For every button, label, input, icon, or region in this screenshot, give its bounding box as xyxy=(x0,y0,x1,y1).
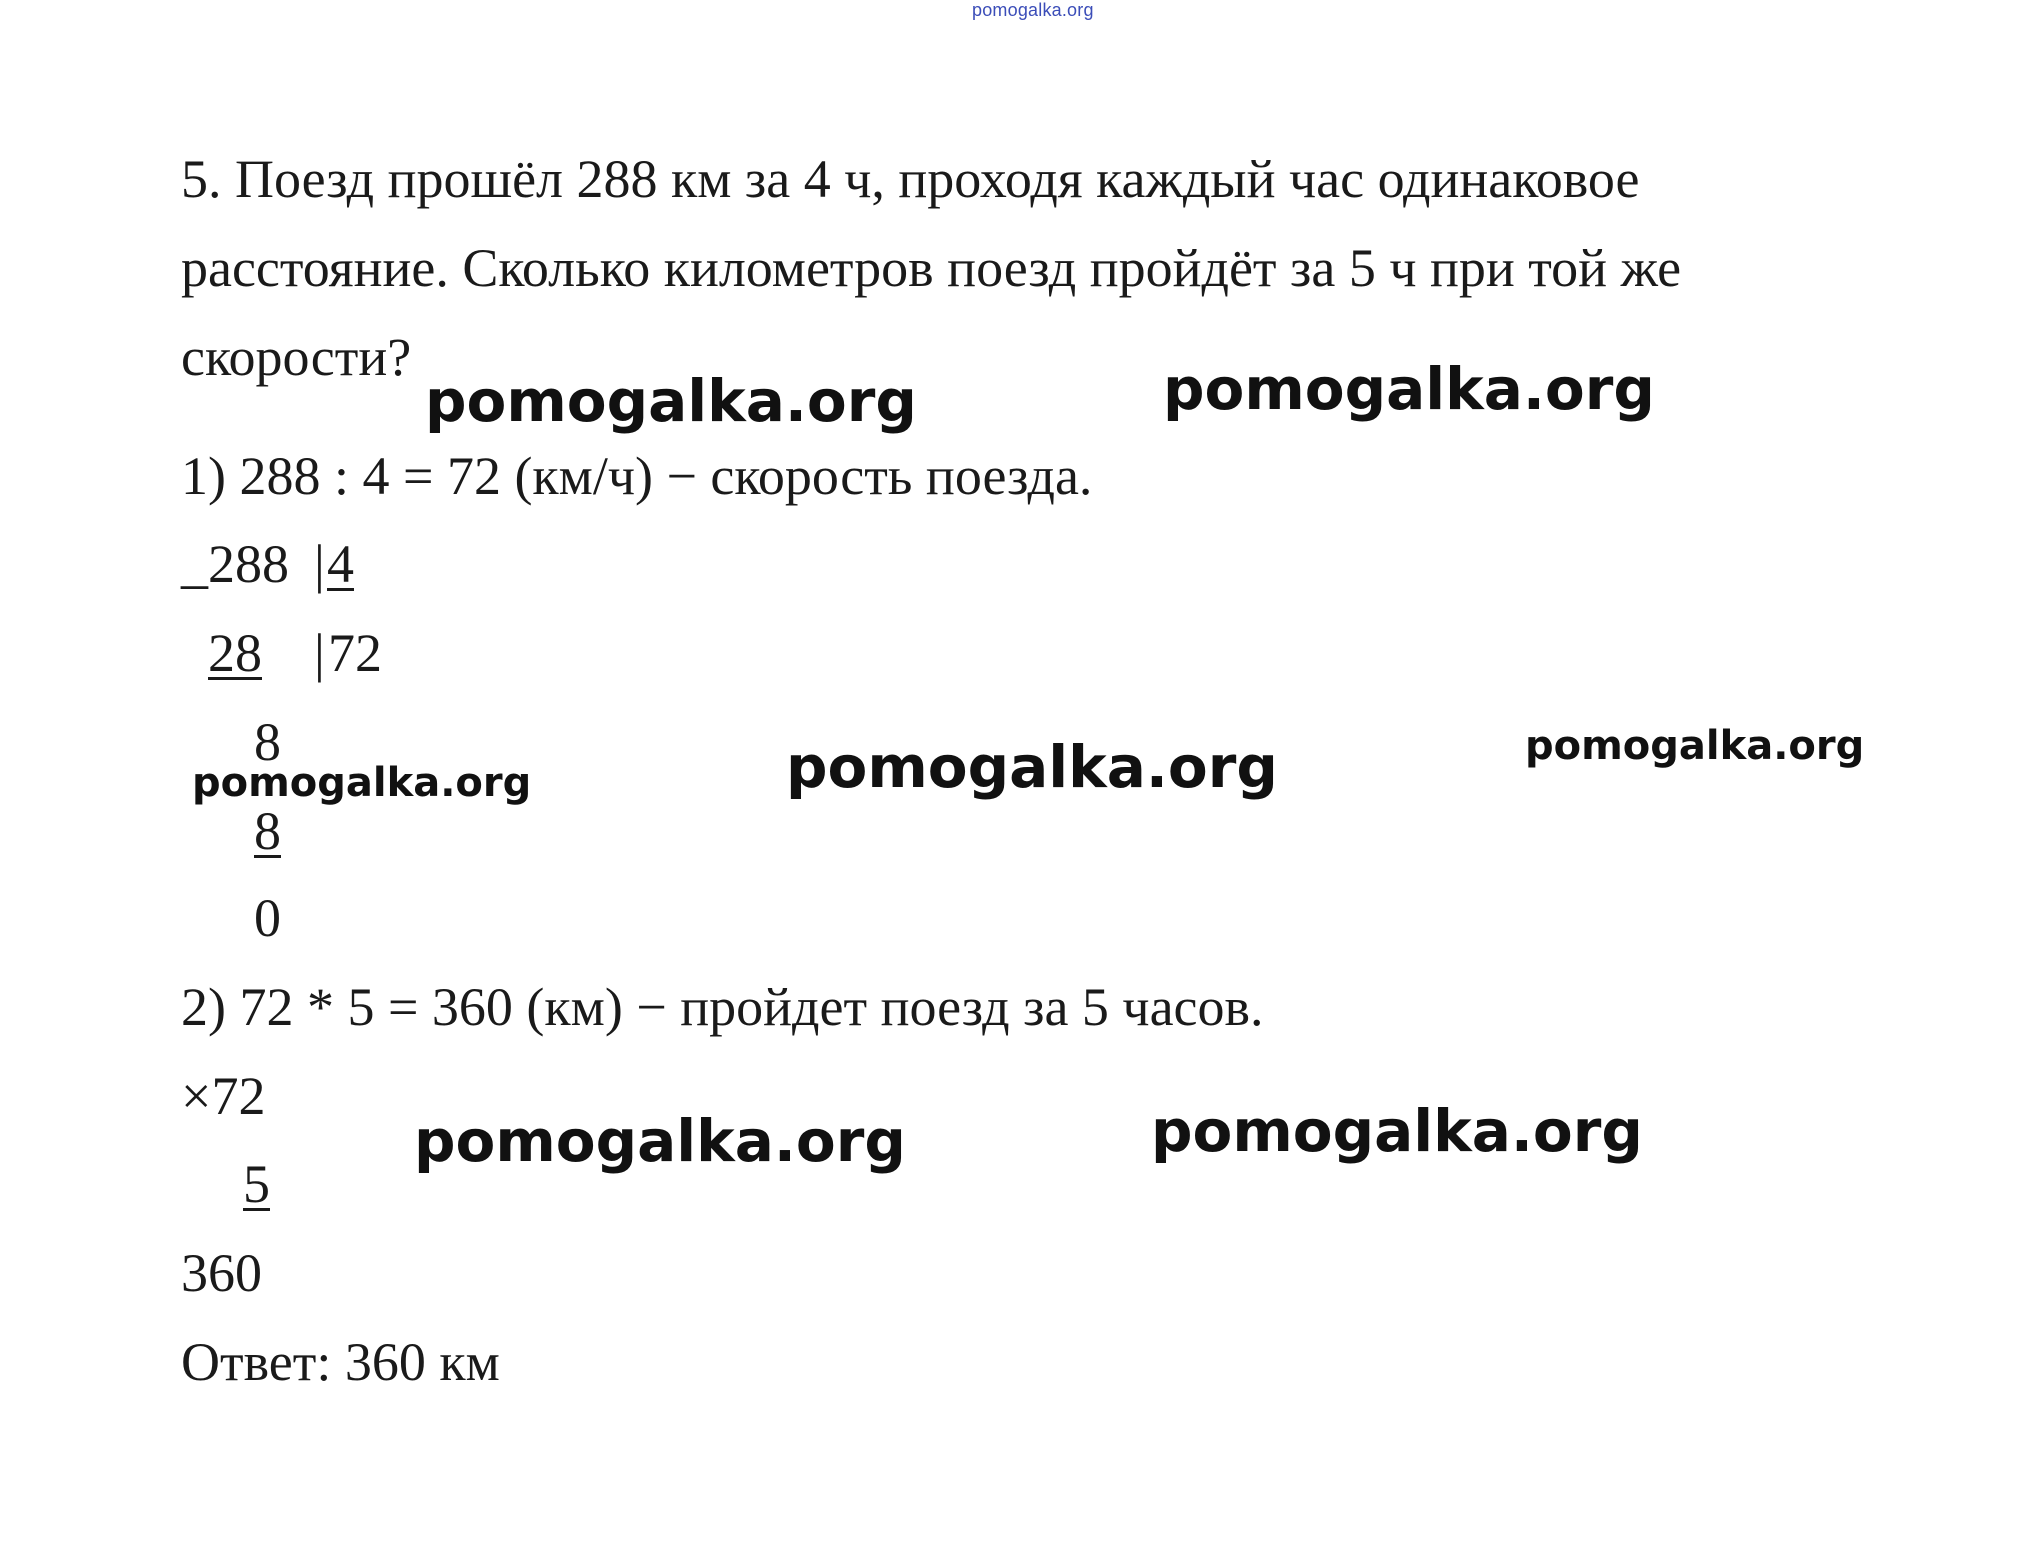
watermark-3: pomogalka.org xyxy=(192,760,532,806)
division-final-remainder: 0 xyxy=(254,888,281,948)
watermark-1: pomogalka.org xyxy=(425,367,917,435)
division-quotient: 72 xyxy=(328,623,382,683)
multiplication-result: 360 xyxy=(181,1243,262,1303)
division-remainder-1: 8 xyxy=(254,712,281,772)
division-second-subtrahend: 8 xyxy=(254,801,281,861)
site-header-link[interactable]: pomogalka.org xyxy=(972,0,1094,20)
solution-step-2: 2) 72 * 5 = 360 (км) − пройдет поезд за 5 часов. xyxy=(181,977,1264,1037)
division-sign: _ xyxy=(181,534,208,594)
problem-line-3: скорости? xyxy=(181,327,412,387)
watermark-2: pomogalka.org xyxy=(1163,355,1655,423)
watermark-6: pomogalka.org xyxy=(414,1107,906,1175)
watermark-7: pomogalka.org xyxy=(1151,1097,1643,1165)
division-dividend: 288 xyxy=(208,534,289,594)
watermark-5: pomogalka.org xyxy=(1525,723,1865,769)
division-bar: | xyxy=(314,534,325,594)
multiplication-top: ×72 xyxy=(181,1066,266,1126)
problem-line-2: расстояние. Сколько километров поезд пройдёт за 5 ч при той же xyxy=(181,238,1682,298)
division-bar-2: | xyxy=(314,623,325,683)
division-first-subtrahend: 28 xyxy=(208,623,262,683)
division-divisor: 4 xyxy=(327,534,354,594)
answer-line: Ответ: 360 км xyxy=(181,1332,500,1392)
solution-step-1: 1) 288 : 4 = 72 (км/ч) − скорость поезда. xyxy=(181,446,1093,506)
problem-line-1: 5. Поезд прошёл 288 км за 4 ч, проходя каждый час одинаковое xyxy=(181,149,1640,209)
watermark-4: pomogalka.org xyxy=(786,733,1278,801)
multiplication-bottom: 5 xyxy=(243,1154,270,1214)
